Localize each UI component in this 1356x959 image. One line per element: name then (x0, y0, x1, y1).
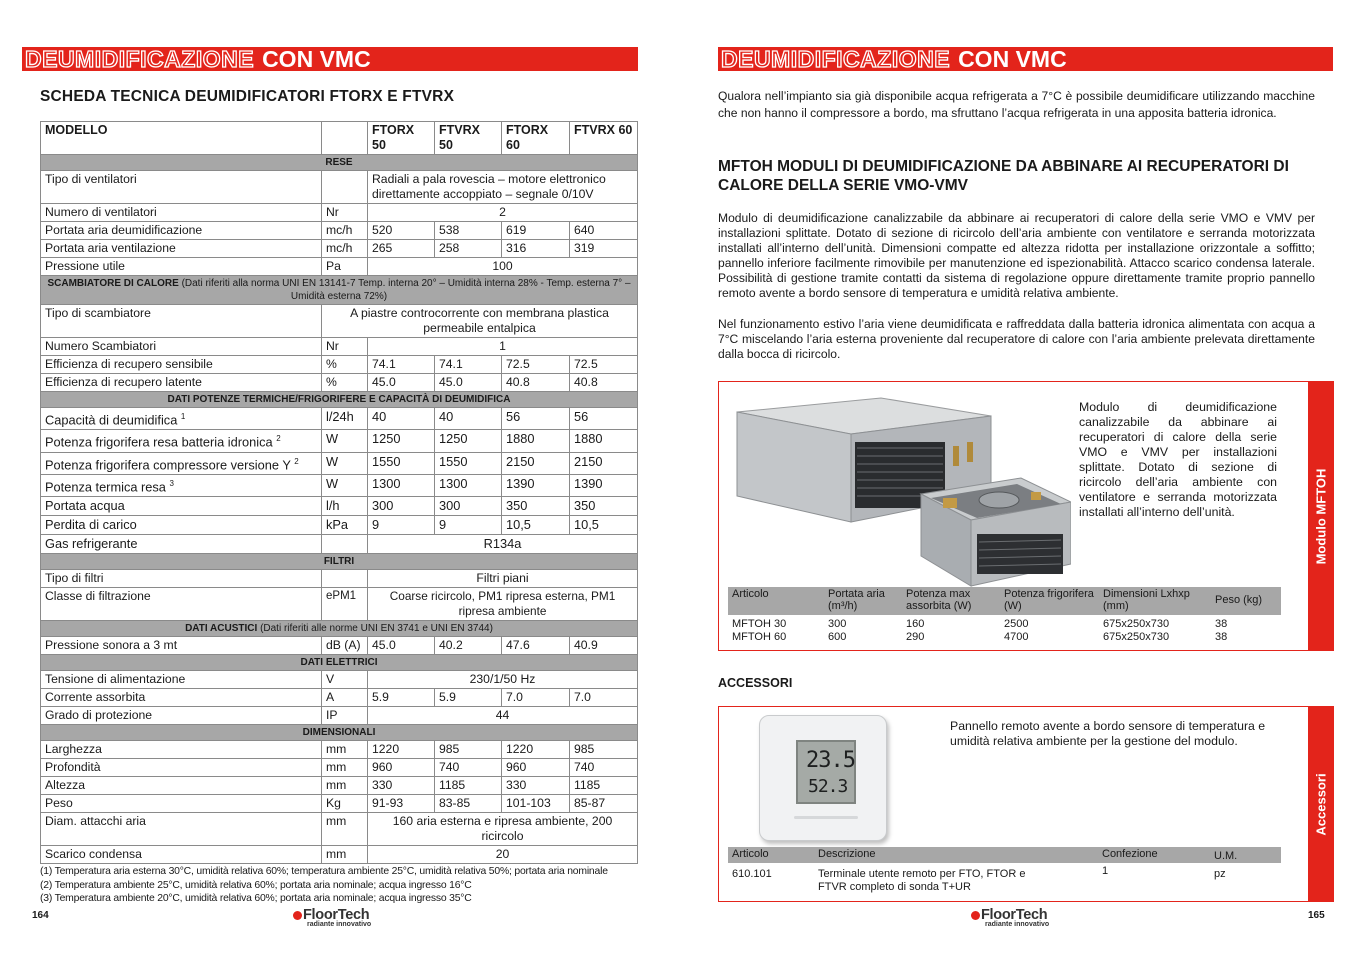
table-row (41, 497, 638, 516)
header-col: FTVRX 50 (435, 122, 502, 155)
logo-dot-icon (293, 911, 302, 920)
accessori-col-header: Confezione (1102, 848, 1158, 860)
row-label: Tipo di ventilatori (41, 171, 322, 204)
description-paragraph: Modulo di deumidificazione canalizzabile da abbinare ai recuperatori di calore della serie VMO e VMV per installazioni splittate. Dotato di sezione di ricircolo dell’aria ambiente con ventilatore e serranda motorizzata installati all’interno dell’unità. Dimensioni compatte ed altezza ridotta per installazione orizzontale a soffitto; pannello inferiore facilmente rimovibile per manutenzione ed ispezionabilità. Attacco scarico condensa laterale. Possibilità di gestione tramite contatti da sistema di regolazione oppure direttamente tramite proprio pannello remoto avente a bordo sensore di temperatura e umidità relativa ambiente. (718, 211, 1315, 300)
logo-tagline: radiante innovativo (307, 921, 372, 928)
row-label: Efficienza di recupero latente (41, 374, 322, 392)
section-label (41, 276, 638, 305)
row-unit: % (322, 356, 368, 374)
section-banner (718, 47, 1333, 71)
row-label: Pressione utile (41, 258, 322, 276)
mftoh-col-header: Portata aria (m³/h) (828, 588, 885, 612)
row-value: 9 (435, 516, 502, 535)
row-value: 72.5 (502, 356, 570, 374)
accessori-col-header: Descrizione (818, 848, 876, 860)
row-label: Grado di protezione (41, 707, 322, 725)
row-value: 1220 (368, 741, 435, 759)
section-row (41, 554, 638, 570)
mftoh-cell: 290 (906, 631, 925, 643)
section-label: DATI POTENZE TERMICHE/FRIGORIFERE E CAPACITÀ DI DEUMIDIFICA (41, 392, 638, 408)
spec-table (40, 121, 638, 864)
row-unit: mm (322, 846, 368, 864)
row-value: R134a (368, 535, 638, 554)
row-value: 56 (570, 408, 638, 430)
row-label (41, 474, 322, 496)
row-value: 740 (570, 759, 638, 777)
row-value: 85-87 (570, 795, 638, 813)
accessori-cell: 610.101 (732, 868, 772, 880)
table-row (41, 741, 638, 759)
table-row (41, 474, 638, 496)
row-value: 9 (368, 516, 435, 535)
logo-dot-icon (971, 911, 980, 920)
table-row (41, 570, 638, 588)
row-value: 40.8 (570, 374, 638, 392)
banner-outline-text: DEUMIDIFICAZIONE (721, 46, 951, 72)
footnote-ref: 1 (180, 412, 186, 421)
row-value: 1250 (368, 430, 435, 452)
right-page (678, 0, 1356, 959)
row-unit: mc/h (322, 222, 368, 240)
section-row (41, 155, 638, 171)
row-unit: Nr (322, 204, 368, 222)
banner-solid-text: CON VMC (262, 46, 371, 72)
row-label-text: Capacità di deumidifica (45, 412, 178, 428)
section-label-text: DATI ACUSTICI (185, 623, 258, 635)
table-row (41, 374, 638, 392)
row-value: 83-85 (435, 795, 502, 813)
accessori-tab (1308, 706, 1334, 902)
section-label: DIMENSIONALI (41, 725, 638, 741)
row-value: 1550 (368, 452, 435, 474)
display-humidity: 52.3 (808, 776, 848, 797)
section-label-text: SCAMBIATORE DI CALORE (47, 278, 179, 289)
row-value: 350 (570, 497, 638, 516)
row-value: 100 (368, 258, 638, 276)
accessori-cell: 1 (1102, 865, 1109, 877)
row-value: 101-103 (502, 795, 570, 813)
mftoh-col-header: Dimensioni Lxhxp (mm) (1103, 588, 1190, 612)
row-label: Efficienza di recupero sensibile (41, 356, 322, 374)
row-value: 47.6 (502, 637, 570, 655)
header-col: FTORX 50 (368, 122, 435, 155)
section-row (41, 392, 638, 408)
footnotes (40, 865, 608, 906)
row-value: 1185 (435, 777, 502, 795)
banner-solid-text: CON VMC (958, 46, 1067, 72)
footnote: (1) Temperatura aria esterna 30°C, umidità relativa 60%; temperatura ambiente 25°C, umidità relativa 50%; portata aria nominale (40, 866, 608, 877)
mftoh-cell: 675x250x730 (1103, 618, 1170, 630)
table-row (41, 356, 638, 374)
row-label (41, 430, 322, 452)
mftoh-col-header: Articolo (732, 588, 769, 600)
row-unit: l/24h (322, 408, 368, 430)
header-col: FTVRX 60 (570, 122, 638, 155)
section-banner (22, 47, 638, 71)
row-unit: W (322, 474, 368, 496)
logo-brand: FloorTech (981, 907, 1048, 923)
row-label (41, 408, 322, 430)
mftoh-col-header: Potenza frigorifera (W) (1004, 588, 1094, 612)
row-value: 1250 (435, 430, 502, 452)
row-value: 330 (368, 777, 435, 795)
row-value: 2150 (502, 452, 570, 474)
table-row (41, 671, 638, 689)
row-value: 5.9 (368, 689, 435, 707)
accessori-col-header: U.M. (1214, 850, 1238, 862)
row-value: 1300 (368, 474, 435, 496)
row-value: 1390 (502, 474, 570, 496)
row-label: Diam. attacchi aria (41, 813, 322, 846)
mftoh-unit-image (731, 394, 1071, 594)
remote-panel-image (759, 715, 887, 841)
row-unit: l/h (322, 497, 368, 516)
footnote: (3) Temperatura ambiente 20°C, umidità relativa 60%; portata aria nominale; acqua ingresso 35°C (40, 893, 472, 905)
row-label: Perdita di carico (41, 516, 322, 535)
row-value: 520 (368, 222, 435, 240)
row-label-text: Potenza frigorifera resa batteria idronica (45, 434, 273, 450)
row-value: 1880 (570, 430, 638, 452)
row-label: Scarico condensa (41, 846, 322, 864)
row-label (41, 452, 322, 474)
accessori-col-header: Articolo (732, 848, 769, 860)
mftoh-col-header: Potenza max assorbita (W) (906, 588, 972, 612)
row-label: Numero Scambiatori (41, 338, 322, 356)
row-value: 316 (502, 240, 570, 258)
section-label: RESE (41, 155, 638, 171)
row-value: 56 (502, 408, 570, 430)
row-value: 10,5 (570, 516, 638, 535)
table-row (41, 689, 638, 707)
mftoh-table (728, 587, 1281, 644)
mftoh-col-header: Peso (kg) (1215, 594, 1263, 606)
row-unit: kPa (322, 516, 368, 535)
table-row (41, 846, 638, 864)
row-value: 960 (502, 759, 570, 777)
row-label-text: Potenza frigorifera compressore versione Y (45, 456, 291, 472)
section-label: FILTRI (41, 554, 638, 570)
accessori-product-box (718, 706, 1334, 902)
table-row (41, 258, 638, 276)
row-label-text: Potenza termica resa (45, 479, 166, 495)
row-value: 300 (435, 497, 502, 516)
row-value: 258 (435, 240, 502, 258)
row-label: Numero di ventilatori (41, 204, 322, 222)
row-label: Portata aria deumidificazione (41, 222, 322, 240)
section-row (41, 276, 638, 305)
panel-buttons-strip (794, 816, 858, 819)
brand-logo (971, 907, 1049, 928)
table-row (41, 795, 638, 813)
row-value: 1390 (570, 474, 638, 496)
page-title: SCHEDA TECNICA DEUMIDIFICATORI FTORX E FTVRX (40, 88, 455, 105)
row-value: 350 (502, 497, 570, 516)
row-unit: Nr (322, 338, 368, 356)
logo-brand: FloorTech (303, 907, 370, 923)
row-unit (322, 171, 368, 204)
row-value: 160 aria esterna e ripresa ambiente, 200 ricircolo (368, 813, 638, 846)
brand-logo (293, 907, 371, 928)
mftoh-cell: 300 (828, 618, 847, 630)
row-label: Tensione di alimentazione (41, 671, 322, 689)
table-row (41, 430, 638, 452)
row-label: Portata aria ventilazione (41, 240, 322, 258)
row-label: Profondità (41, 759, 322, 777)
table-row (41, 338, 638, 356)
row-value: 40.2 (435, 637, 502, 655)
row-value: 740 (435, 759, 502, 777)
row-label: Corrente assorbita (41, 689, 322, 707)
section-subheading: MFTOH MODULI DI DEUMIDIFICAZIONE DA ABBINARE AI RECUPERATORI DI CALORE DELLA SERIE VMO-VMV (718, 158, 1289, 194)
mftoh-cell: 675x250x730 (1103, 631, 1170, 643)
section-row (41, 655, 638, 671)
section-row (41, 621, 638, 637)
row-value: 1300 (435, 474, 502, 496)
row-unit: dB (A) (322, 637, 368, 655)
mftoh-table-header (728, 587, 1281, 615)
table-row (41, 813, 638, 846)
mftoh-cell: 600 (828, 631, 847, 643)
mftoh-cell: 160 (906, 618, 925, 630)
row-value: 7.0 (570, 689, 638, 707)
accessori-tab-label: Accessori (1313, 772, 1329, 836)
table-row (41, 516, 638, 535)
mftoh-cell: MFTOH 60 (732, 631, 787, 643)
row-value: 40.8 (502, 374, 570, 392)
row-value: 2 (368, 204, 638, 222)
logo-tagline: radiante innovativo (985, 921, 1050, 928)
intro-paragraph: Qualora nell’impianto sia già disponibile acqua refrigerata a 7°C è possibile deumidificare utilizzando macchine che non hanno il compressore a bordo, ma sfruttano l’acqua refrigerata in una apposita batteria idronica. (718, 89, 1315, 120)
footnote-ref: 2 (294, 456, 299, 466)
table-row (728, 631, 1281, 644)
accessori-cell: Terminale utente remoto per FTO, FTOR e FTVR completo di sonda T+UR (818, 868, 1026, 893)
row-value: 960 (368, 759, 435, 777)
row-label: Tipo di scambiatore (41, 305, 322, 338)
row-value: 5.9 (435, 689, 502, 707)
row-unit: W (322, 430, 368, 452)
row-value: Radiali a pala rovescia – motore elettronico direttamente accoppiato – segnale 0/10V (368, 171, 638, 204)
row-value: 319 (570, 240, 638, 258)
header-model: MODELLO (41, 122, 322, 155)
row-unit: % (322, 374, 368, 392)
footnote-ref: 3 (169, 478, 174, 488)
row-value: 330 (502, 777, 570, 795)
row-unit: mm (322, 777, 368, 795)
summer-paragraph: Nel funzionamento estivo l’aria viene deumidificata e raffreddata dalla batteria idronica alimentata con acqua a 7°C miscelando l’aria esterna proveniente dal recuperatore di calore con l’aria ambiente prelevata direttamente dalla bocca di ricircolo. (718, 317, 1315, 361)
row-unit (322, 535, 368, 554)
row-unit: Pa (322, 258, 368, 276)
row-value: 45.0 (435, 374, 502, 392)
section-label (41, 621, 638, 637)
page-number: 165 (1308, 910, 1325, 921)
row-value: 1 (368, 338, 638, 356)
table-row (41, 777, 638, 795)
section-note: (Dati riferiti alla norma UNI EN 13141-7 Temp. interna 20° – Umidità interna 28% - Temp. esterna 7° – Umidità esterna 72%) (181, 278, 631, 302)
section-label: DATI ELETTRICI (41, 655, 638, 671)
row-label: Gas refrigerante (41, 535, 322, 554)
table-row (41, 204, 638, 222)
table-row (41, 707, 638, 725)
row-label: Portata acqua (41, 497, 322, 516)
table-row (41, 535, 638, 554)
row-value: 44 (368, 707, 638, 725)
footnote: (2) Temperatura ambiente 25°C, umidità relativa 60%; portata aria nominale; acqua ingresso 16°C (40, 879, 472, 891)
row-unit: IP (322, 707, 368, 725)
table-row (728, 865, 1281, 894)
accessori-table (728, 847, 1281, 894)
row-label: Pressione sonora a 3 mt (41, 637, 322, 655)
table-row (41, 759, 638, 777)
row-label: Peso (41, 795, 322, 813)
row-value: 74.1 (435, 356, 502, 374)
header-col: FTORX 60 (502, 122, 570, 155)
remote-panel-display (796, 740, 856, 804)
section-note: (Dati riferiti alle norme UNI EN 3741 e UNI EN 3744) (260, 623, 493, 635)
table-header-row (41, 122, 638, 155)
mftoh-cell: 2500 (1004, 618, 1029, 630)
row-value: 20 (368, 846, 638, 864)
row-unit: A (322, 689, 368, 707)
accessori-description: Pannello remoto avente a bordo sensore di temperatura e umidità relativa ambiente per la gestione del modulo. (950, 719, 1266, 748)
row-unit: V (322, 671, 368, 689)
mftoh-cell: 38 (1215, 618, 1228, 630)
row-label: Classe di filtrazione (41, 588, 322, 621)
row-value: 72.5 (570, 356, 638, 374)
table-row (41, 408, 638, 430)
row-value: 40.9 (570, 637, 638, 655)
section-row (41, 725, 638, 741)
row-unit: Kg (322, 795, 368, 813)
row-value: 40 (368, 408, 435, 430)
row-unit: mm (322, 813, 368, 846)
row-value: 40 (435, 408, 502, 430)
banner-outline-text: DEUMIDIFICAZIONE (25, 46, 255, 72)
row-value: 10,5 (502, 516, 570, 535)
row-unit: ePM1 (322, 588, 368, 621)
row-value: Filtri piani (368, 570, 638, 588)
row-unit: mm (322, 759, 368, 777)
accessori-heading: ACCESSORI (718, 676, 793, 690)
mftoh-cell: MFTOH 30 (732, 618, 787, 630)
table-row (41, 305, 638, 338)
row-value: 985 (435, 741, 502, 759)
row-value: 619 (502, 222, 570, 240)
header-unit (322, 122, 368, 155)
table-row (41, 588, 638, 621)
row-value: 230/1/50 Hz (368, 671, 638, 689)
row-value: 538 (435, 222, 502, 240)
mftoh-tab-label: Modulo MFTOH (1313, 468, 1329, 564)
row-value: 1220 (502, 741, 570, 759)
row-value: Coarse ricircolo, PM1 ripresa esterna, PM1 ripresa ambiente (368, 588, 638, 621)
row-label: Tipo di filtri (41, 570, 322, 588)
mftoh-cell: 4700 (1004, 631, 1029, 643)
row-value: A piastre controcorrente con membrana plastica permeabile entalpica (322, 305, 638, 338)
mftoh-description: Modulo di deumidificazione canalizzabile da abbinare ai recuperatori di calore della serie VMO e VMV per installazioni splittate. Dotato di sezione di ricircolo dell’aria ambiente con ventilatore e serranda motorizzata installati all’interno dell’unità. (1079, 400, 1277, 519)
table-row (728, 618, 1281, 631)
row-value: 91-93 (368, 795, 435, 813)
accessori-cell: pz (1214, 868, 1226, 880)
row-unit (322, 570, 368, 588)
row-value: 1880 (502, 430, 570, 452)
row-value: 45.0 (368, 374, 435, 392)
footnote-ref: 2 (276, 434, 281, 444)
table-row (41, 452, 638, 474)
page-number: 164 (32, 910, 49, 921)
accessori-table-header (728, 847, 1281, 863)
row-value: 2150 (570, 452, 638, 474)
row-unit: W (322, 452, 368, 474)
mftoh-cell: 38 (1215, 631, 1228, 643)
row-label: Altezza (41, 777, 322, 795)
mftoh-tab (1308, 381, 1334, 651)
row-value: 300 (368, 497, 435, 516)
table-row (41, 222, 638, 240)
row-value: 74.1 (368, 356, 435, 374)
row-value: 265 (368, 240, 435, 258)
display-temperature: 23.5 (806, 748, 855, 773)
row-value: 1185 (570, 777, 638, 795)
row-value: 7.0 (502, 689, 570, 707)
row-value: 1550 (435, 452, 502, 474)
row-value: 985 (570, 741, 638, 759)
row-unit: mm (322, 741, 368, 759)
table-row (41, 637, 638, 655)
row-value: 45.0 (368, 637, 435, 655)
row-label: Larghezza (41, 741, 322, 759)
mftoh-product-box (718, 381, 1334, 651)
table-row (41, 240, 638, 258)
row-unit: mc/h (322, 240, 368, 258)
table-row (41, 171, 638, 204)
row-value: 640 (570, 222, 638, 240)
